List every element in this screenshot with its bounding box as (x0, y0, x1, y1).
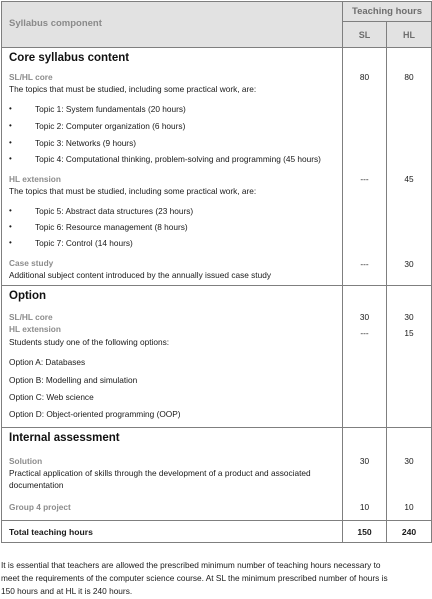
group4-heading: Group 4 project (9, 502, 71, 512)
case-study-sl-value: --- (360, 259, 369, 269)
option-core-sl-value: 30 (359, 312, 370, 322)
teaching-hours-header: Teaching hours (343, 2, 432, 22)
group4-sl-value: 10 (359, 502, 370, 512)
bullet-icon: • (9, 121, 12, 130)
topic-text: Topic 3: Networks (9 hours) (35, 138, 136, 148)
list-item (9, 205, 193, 217)
slhl-core-heading: SL/HL core (9, 72, 53, 82)
option-hl-cell (387, 286, 432, 428)
internal-assessment-cell (2, 428, 343, 521)
bullet-icon: • (9, 222, 12, 231)
hl-extension-hl-value: 45 (404, 174, 414, 184)
teaching-hours-table (1, 1, 432, 543)
footnote-line: meet the requirements of the computer science course. At SL the minimum prescribed number of hours is (1, 573, 388, 583)
topic-text: Topic 6: Resource management (8 hours) (35, 222, 188, 232)
solution-text-line1: Practical application of skills through the development of a product and associated (9, 468, 311, 478)
solution-heading: Solution (9, 456, 43, 466)
hl-extension-intro: The topics that must be studied, including some practical work, are: (9, 186, 257, 196)
topic-text: Topic 1: System fundamentals (20 hours) (35, 104, 186, 114)
bullet-icon: • (9, 238, 12, 247)
hl-column-header: HL (387, 22, 432, 48)
option-intro: Students study one of the following options: (9, 337, 170, 347)
option-core-hl-value: 30 (404, 312, 414, 322)
total-hl-value: 240 (387, 521, 432, 543)
bullet-icon: • (9, 206, 12, 215)
solution-sl-value: 30 (359, 456, 370, 466)
case-study-heading: Case study (9, 258, 54, 268)
footnote-line: It is essential that teachers are allowed the prescribed minimum number of teaching hours necessary to (1, 560, 381, 570)
case-study-text: Additional subject content introduced by the annually issued case study (9, 270, 271, 280)
option-ext-hl-value: 15 (404, 328, 414, 338)
topic-text: Topic 2: Computer organization (6 hours) (35, 121, 186, 131)
list-item (9, 103, 186, 115)
core-sl-cell (343, 48, 387, 286)
case-study-hl-value: 30 (404, 259, 414, 269)
total-row (2, 521, 432, 543)
hl-extension-sl-value: --- (360, 174, 369, 184)
list-item: Option D: Object-oriented programming (OOP) (9, 409, 181, 419)
list-item (9, 153, 321, 165)
option-section-title: Option (9, 290, 47, 302)
internal-hl-cell (387, 428, 432, 521)
option-section-row (2, 286, 432, 428)
group4-hl-value: 10 (404, 502, 414, 512)
solution-hl-value: 30 (404, 456, 414, 466)
syllabus-component-header: Syllabus component (2, 2, 343, 48)
list-item (9, 237, 133, 249)
option-section-cell (2, 286, 343, 428)
hl-extension-heading: HL extension (9, 174, 61, 184)
bullet-icon: • (9, 154, 12, 163)
core-section-cell (2, 48, 343, 286)
list-item: Option B: Modelling and simulation (9, 375, 138, 385)
internal-assessment-row (2, 428, 432, 521)
footnote-line: 150 hours and at HL it is 240 hours. (1, 586, 133, 596)
solution-text-line2: documentation (9, 480, 64, 490)
slhl-core-hl-value: 80 (404, 72, 414, 82)
topic-text: Topic 7: Control (14 hours) (35, 238, 133, 248)
option-hl-extension-heading: HL extension (9, 324, 61, 334)
topic-text: Topic 4: Computational thinking, problem-solving and programming (45 hours) (35, 154, 321, 164)
slhl-core-sl-value: 80 (359, 72, 370, 82)
list-item: Option C: Web science (9, 392, 94, 402)
list-item (9, 120, 185, 132)
internal-assessment-title: Internal assessment (9, 432, 120, 444)
option-ext-sl-value: --- (360, 328, 369, 338)
option-slhl-core-heading: SL/HL core (9, 312, 53, 322)
internal-sl-cell (343, 428, 387, 521)
table-header-row (2, 2, 432, 22)
topic-text: Topic 5: Abstract data structures (23 hours) (35, 206, 194, 216)
list-item: Option A: Databases (9, 357, 86, 367)
core-section-title: Core syllabus content (9, 52, 130, 64)
sl-column-header: SL (343, 22, 387, 48)
bullet-icon: • (9, 138, 12, 147)
total-label: Total teaching hours (2, 521, 343, 543)
list-item (9, 221, 188, 233)
core-hl-cell (387, 48, 432, 286)
slhl-core-intro: The topics that must be studied, including some practical work, are: (9, 84, 257, 94)
option-sl-cell (343, 286, 387, 428)
footnote-paragraph (1, 559, 431, 598)
bullet-icon: • (9, 104, 12, 113)
list-item (9, 137, 136, 149)
core-section-row (2, 48, 432, 286)
total-sl-value: 150 (343, 521, 387, 543)
